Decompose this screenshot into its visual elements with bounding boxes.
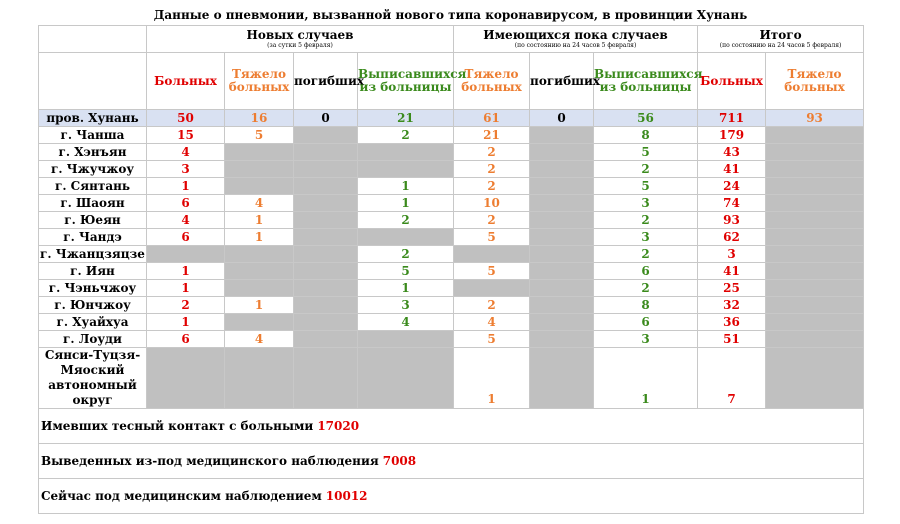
footer-contacts xyxy=(39,409,864,444)
cell-new-discharged: 1 xyxy=(358,195,454,212)
city-name: г. Чэньчжоу xyxy=(39,280,147,297)
group-new-header xyxy=(147,26,454,53)
footer-row-contacts xyxy=(39,409,864,444)
empty-cell xyxy=(530,280,594,297)
cell-cur-discharged: 6 xyxy=(594,263,698,280)
cell-cur-discharged: 2 xyxy=(594,212,698,229)
cell-new-discharged: 2 xyxy=(358,246,454,263)
cell-cur-discharged: 5 xyxy=(594,144,698,161)
empty-cell xyxy=(530,246,594,263)
cell-tot-sick: 25 xyxy=(698,280,766,297)
empty-cell xyxy=(358,161,454,178)
table-row xyxy=(39,161,864,178)
empty-cell xyxy=(225,246,294,263)
cell-cur-discharged: 8 xyxy=(594,297,698,314)
cell-new-severe: 1 xyxy=(225,297,294,314)
cell-tot-sick: 41 xyxy=(698,263,766,280)
group-total-sub: (по состоянию на 24 часов 5 февраля) xyxy=(719,42,842,49)
cell-cur-discharged: 5 xyxy=(594,178,698,195)
cell-cur-severe: 21 xyxy=(454,127,530,144)
cell-tot-severe: 93 xyxy=(766,110,864,127)
cell-new-discharged: 4 xyxy=(358,314,454,331)
empty-cell xyxy=(225,161,294,178)
empty-cell xyxy=(766,212,864,229)
cell-new-sick: 4 xyxy=(147,212,225,229)
cell-cur-severe: 1 xyxy=(454,348,530,409)
cell-new-discharged: 2 xyxy=(358,212,454,229)
cell-cur-severe: 5 xyxy=(454,331,530,348)
cell-cur-discharged: 3 xyxy=(594,331,698,348)
cell-cur-discharged: 3 xyxy=(594,229,698,246)
cell-tot-sick: 7 xyxy=(698,348,766,409)
cell-cur-severe: 4 xyxy=(454,314,530,331)
table-row xyxy=(39,229,864,246)
table-row xyxy=(39,331,864,348)
cell-tot-sick: 62 xyxy=(698,229,766,246)
empty-cell xyxy=(766,127,864,144)
empty-cell xyxy=(358,144,454,161)
footer-observed-value: 10012 xyxy=(325,488,368,503)
empty-cell xyxy=(530,297,594,314)
col-new-discharged: Выписавшихся из больницы xyxy=(358,53,454,110)
cell-new-sick: 1 xyxy=(147,263,225,280)
cell-cur-severe: 2 xyxy=(454,161,530,178)
empty-cell xyxy=(766,348,864,409)
empty-cell xyxy=(147,246,225,263)
cell-new-sick: 15 xyxy=(147,127,225,144)
cell-new-discharged: 2 xyxy=(358,127,454,144)
empty-cell xyxy=(766,297,864,314)
city-name: г. Чжанцзяцзе xyxy=(40,246,145,261)
cell-new-sick: 1 xyxy=(147,314,225,331)
empty-cell xyxy=(294,246,358,263)
empty-cell xyxy=(530,127,594,144)
col-cur-severe: Тяжело больных xyxy=(454,53,530,110)
cell-new-severe: 4 xyxy=(225,195,294,212)
empty-cell xyxy=(454,280,530,297)
data-table xyxy=(38,25,864,514)
col-tot-sick: Больных xyxy=(698,53,766,110)
empty-cell xyxy=(530,314,594,331)
cell-new-sick: 50 xyxy=(147,110,225,127)
empty-cell xyxy=(225,178,294,195)
cell-cur-severe: 2 xyxy=(454,297,530,314)
cell-tot-sick: 32 xyxy=(698,297,766,314)
cell-new-sick: 4 xyxy=(147,144,225,161)
empty-cell xyxy=(294,144,358,161)
corner-cell xyxy=(39,26,147,53)
table-body xyxy=(39,110,864,409)
cell-cur-discharged: 1 xyxy=(594,348,698,409)
group-new-label: Новых случаев xyxy=(246,28,354,42)
city-name: г. Юнчжоу xyxy=(39,297,147,314)
table-row xyxy=(39,297,864,314)
empty-cell xyxy=(530,195,594,212)
table-row xyxy=(39,348,864,409)
cell-new-severe: 1 xyxy=(225,229,294,246)
group-total-label: Итого xyxy=(759,28,802,42)
cell-cur-discharged: 56 xyxy=(594,110,698,127)
city-name: г. Иян xyxy=(39,263,147,280)
cell-cur-severe: 2 xyxy=(454,178,530,195)
empty-cell xyxy=(294,178,358,195)
empty-cell xyxy=(294,348,358,409)
empty-cell xyxy=(530,161,594,178)
empty-cell xyxy=(225,144,294,161)
footer-row-released xyxy=(39,444,864,479)
cell-tot-sick: 74 xyxy=(698,195,766,212)
empty-cell xyxy=(530,263,594,280)
empty-cell xyxy=(294,161,358,178)
empty-cell xyxy=(225,348,294,409)
empty-cell xyxy=(358,331,454,348)
cell-new-sick: 6 xyxy=(147,195,225,212)
city-name: г. Хэнъян xyxy=(39,144,147,161)
cell-cur-discharged: 3 xyxy=(594,195,698,212)
cell-cur-discharged: 8 xyxy=(594,127,698,144)
empty-cell xyxy=(530,212,594,229)
empty-cell xyxy=(530,144,594,161)
cell-tot-sick: 41 xyxy=(698,161,766,178)
empty-cell xyxy=(766,331,864,348)
footer-observed xyxy=(39,479,864,514)
table-row xyxy=(39,127,864,144)
empty-cell xyxy=(294,127,358,144)
group-current-header xyxy=(454,26,698,53)
city-name: пров. Хунань xyxy=(39,110,147,127)
cell-new-severe: 5 xyxy=(225,127,294,144)
empty-cell xyxy=(766,263,864,280)
footer-row-observed xyxy=(39,479,864,514)
cell-cur-discharged: 2 xyxy=(594,246,698,263)
empty-cell xyxy=(530,178,594,195)
col-cur-discharged: Выписавшихся из больницы xyxy=(594,53,698,110)
cell-tot-sick: 43 xyxy=(698,144,766,161)
empty-cell xyxy=(766,195,864,212)
cell-new-sick: 1 xyxy=(147,178,225,195)
cell-tot-sick: 3 xyxy=(698,246,766,263)
col-tot-severe: Тяжело больных xyxy=(766,53,864,110)
empty-cell xyxy=(358,229,454,246)
empty-cell xyxy=(766,314,864,331)
table-row xyxy=(39,314,864,331)
cell-cur-severe: 5 xyxy=(454,263,530,280)
empty-cell xyxy=(225,280,294,297)
empty-cell xyxy=(294,195,358,212)
empty-cell xyxy=(225,314,294,331)
cell-cur-severe: 2 xyxy=(454,212,530,229)
empty-cell xyxy=(358,348,454,409)
empty-cell xyxy=(294,314,358,331)
city-name: г. Шаоян xyxy=(39,195,147,212)
table-row xyxy=(39,178,864,195)
cell-cur-severe: 61 xyxy=(454,110,530,127)
corner-cell-2 xyxy=(39,53,147,110)
table-row xyxy=(39,263,864,280)
cell-new-sick: 6 xyxy=(147,331,225,348)
group-header-row xyxy=(39,26,864,53)
empty-cell xyxy=(766,178,864,195)
col-new-dead: погибших xyxy=(294,53,358,110)
cell-tot-sick: 93 xyxy=(698,212,766,229)
empty-cell xyxy=(530,348,594,409)
empty-cell xyxy=(766,229,864,246)
empty-cell xyxy=(766,246,864,263)
group-current-label: Имеющихся пока случаев xyxy=(483,28,668,42)
cell-new-discharged: 1 xyxy=(358,280,454,297)
col-new-sick: Больных xyxy=(147,53,225,110)
empty-cell xyxy=(766,144,864,161)
city-name: г. Чандэ xyxy=(39,229,147,246)
cell-new-sick: 6 xyxy=(147,229,225,246)
empty-cell xyxy=(294,229,358,246)
table-row xyxy=(39,246,864,263)
footer-observed-label: Сейчас под медицинским наблюдением xyxy=(41,488,322,503)
footer-contacts-label: Имевших тесный контакт с больными xyxy=(41,418,314,433)
cell-new-discharged: 5 xyxy=(358,263,454,280)
cell-new-discharged: 21 xyxy=(358,110,454,127)
empty-cell xyxy=(294,297,358,314)
cell-tot-sick: 36 xyxy=(698,314,766,331)
cell-tot-sick: 711 xyxy=(698,110,766,127)
city-name: г. Сянтань xyxy=(39,178,147,195)
cell-new-severe: 16 xyxy=(225,110,294,127)
cell-new-severe: 1 xyxy=(225,212,294,229)
cell-cur-severe: 2 xyxy=(454,144,530,161)
cell-new-sick: 2 xyxy=(147,297,225,314)
cell-cur-severe: 5 xyxy=(454,229,530,246)
cell-new-discharged: 3 xyxy=(358,297,454,314)
city-name: г. Юеян xyxy=(39,212,147,229)
footer-released-label: Выведенных из-под медицинского наблюдения xyxy=(41,453,379,468)
cell-tot-sick: 24 xyxy=(698,178,766,195)
cell-new-sick: 3 xyxy=(147,161,225,178)
footer-contacts-value: 17020 xyxy=(317,418,360,433)
footer-released-value: 7008 xyxy=(382,453,417,468)
table-row xyxy=(39,195,864,212)
cell-cur-discharged: 6 xyxy=(594,314,698,331)
empty-cell xyxy=(294,331,358,348)
empty-cell xyxy=(294,280,358,297)
table-row xyxy=(39,280,864,297)
cell-cur-severe: 10 xyxy=(454,195,530,212)
empty-cell xyxy=(766,280,864,297)
group-total-header xyxy=(698,26,864,53)
empty-cell xyxy=(530,331,594,348)
cell-new-discharged: 1 xyxy=(358,178,454,195)
col-cur-dead: погибших xyxy=(530,53,594,110)
city-name: г. Чанша xyxy=(39,127,147,144)
table-row xyxy=(39,212,864,229)
col-new-severe: Тяжело больных xyxy=(225,53,294,110)
table-row xyxy=(39,144,864,161)
empty-cell xyxy=(294,263,358,280)
province-total-row xyxy=(39,110,864,127)
city-name: г. Чжучжоу xyxy=(39,161,147,178)
cell-tot-sick: 179 xyxy=(698,127,766,144)
city-name: г. Лоуди xyxy=(39,331,147,348)
empty-cell xyxy=(225,263,294,280)
page-title: Данные о пневмонии, вызванной нового типа коронавирусом, в провинции Хунань xyxy=(153,8,748,22)
cell-tot-sick: 51 xyxy=(698,331,766,348)
empty-cell xyxy=(530,229,594,246)
footer-released xyxy=(39,444,864,479)
cell-new-severe: 4 xyxy=(225,331,294,348)
empty-cell xyxy=(454,246,530,263)
city-name: Сянси-Туцзя-Мяоский автономный округ xyxy=(39,348,147,409)
cell-cur-discharged: 2 xyxy=(594,161,698,178)
city-name: г. Хуайхуа xyxy=(39,314,147,331)
cell-cur-discharged: 2 xyxy=(594,280,698,297)
group-new-sub: (за сутки 5 февраля) xyxy=(267,42,333,49)
column-header-row xyxy=(39,53,864,110)
cell-cur-dead: 0 xyxy=(530,110,594,127)
cell-new-sick: 1 xyxy=(147,280,225,297)
cell-new-dead: 0 xyxy=(294,110,358,127)
empty-cell xyxy=(294,212,358,229)
empty-cell xyxy=(147,348,225,409)
group-current-sub: (по состоянию на 24 часов 5 февраля) xyxy=(514,42,637,49)
empty-cell xyxy=(766,161,864,178)
